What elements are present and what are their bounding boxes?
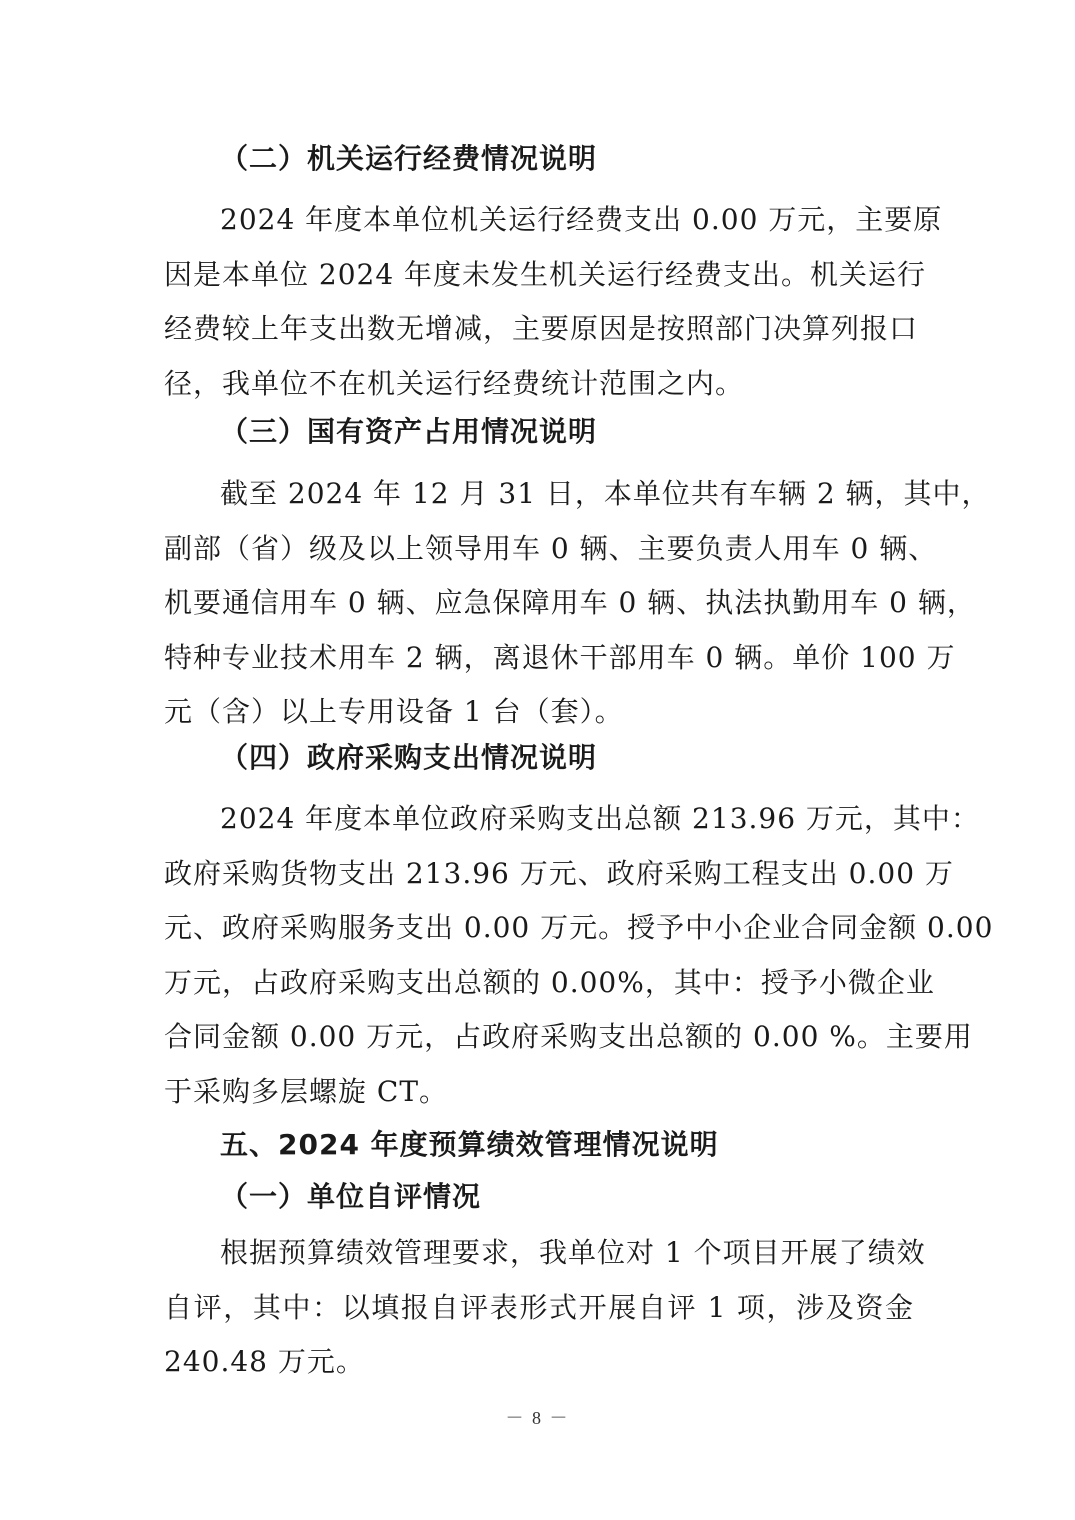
- paragraph-line: 2024 年度本单位政府采购支出总额 213.96 万元，其中：: [220, 802, 980, 835]
- paragraph-government-procurement: [164, 792, 994, 1119]
- heading-performance-management: 五、2024 年度预算绩效管理情况说明: [220, 1128, 719, 1161]
- paragraph-operating-expenses: [164, 193, 943, 411]
- paragraph-line: 自评，其中：以填报自评表形式开展自评 1 项，涉及资金: [164, 1290, 914, 1324]
- paragraph-line: 2024 年度本单位机关运行经费支出 0.00 万元，主要原: [220, 203, 943, 236]
- heading-operating-expenses: （二）机关运行经费情况说明: [220, 142, 598, 175]
- paragraph-line: 特种专业技术用车 2 辆，离退休干部用车 0 辆。单价 100 万: [164, 640, 956, 674]
- paragraph-line: 合同金额 0.00 万元，占政府采购支出总额的 0.00 %。主要用: [164, 1020, 973, 1053]
- paragraph-line: 240.48 万元。: [164, 1345, 365, 1378]
- page-number: － 8 －: [505, 1408, 570, 1428]
- paragraph-line: 根据预算绩效管理要求，我单位对 1 个项目开展了绩效: [220, 1236, 926, 1269]
- paragraph-line: 于采购多层螺旋 CT。: [164, 1074, 449, 1108]
- heading-self-evaluation: （一）单位自评情况: [220, 1180, 482, 1213]
- heading-state-assets: （三）国有资产占用情况说明: [220, 415, 598, 448]
- paragraph-line: 机要通信用车 0 辆、应急保障用车 0 辆、执法执勤用车 0 辆，: [164, 586, 976, 619]
- paragraph-line: 经费较上年支出数无增减，主要原因是按照部门决算列报口: [164, 312, 919, 345]
- paragraph-line: 万元，占政府采购支出总额的 0.00%，其中：授予小微企业: [164, 965, 935, 999]
- paragraph-line: 元、政府采购服务支出 0.00 万元。授予中小企业合同金额 0.00: [164, 911, 994, 944]
- heading-government-procurement: （四）政府采购支出情况说明: [220, 741, 598, 774]
- paragraph-line: 政府采购货物支出 213.96 万元、政府采购工程支出 0.00 万: [164, 856, 954, 890]
- paragraph-line: 因是本单位 2024 年度未发生机关运行经费支出。机关运行: [164, 257, 927, 291]
- paragraph-line: 副部（省）级及以上领导用车 0 辆、主要负责人用车 0 辆、: [164, 531, 938, 565]
- paragraph-state-assets: [164, 467, 991, 740]
- paragraph-line: 元（含）以上专用设备 1 台（套）。: [164, 695, 624, 728]
- paragraph-self-evaluation: [164, 1226, 926, 1390]
- paragraph-line: 截至 2024 年 12 月 31 日，本单位共有车辆 2 辆，其中，: [220, 477, 991, 510]
- paragraph-line: 径，我单位不在机关运行经费统计范围之内。: [164, 366, 745, 400]
